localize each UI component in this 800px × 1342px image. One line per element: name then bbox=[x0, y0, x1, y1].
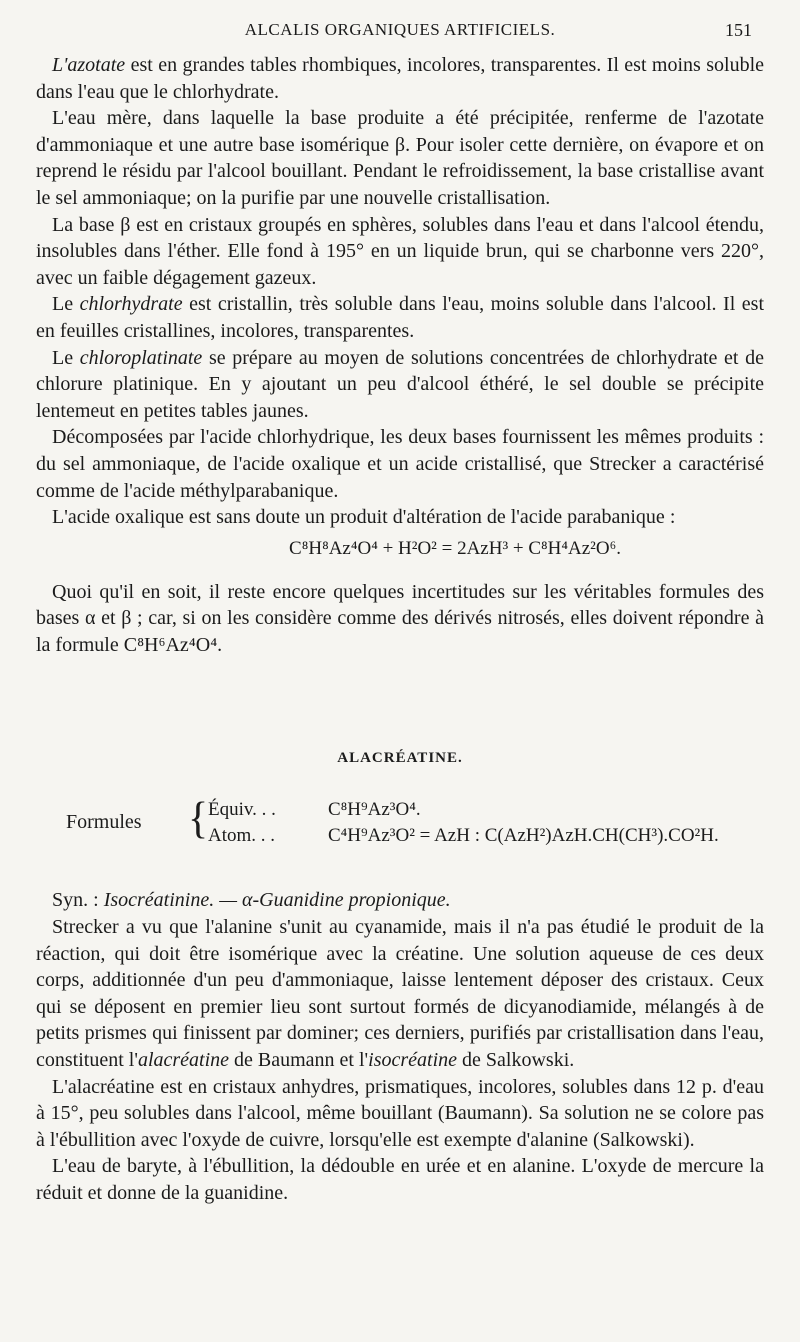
synonyms bbox=[36, 887, 764, 914]
paragraph-text: se prépare au moyen de solutions concentrées de chlorhydrate et de chlorure platinique. En y ajoutant un peu d'alcool éthéré, le sel double se précipite lentemeut en petites tables jaunes. bbox=[36, 346, 765, 422]
page-number: 151 bbox=[725, 20, 752, 40]
running-title: ALCALIS ORGANIQUES ARTIFICIELS. bbox=[244, 20, 556, 39]
formula-row-equiv bbox=[208, 799, 421, 821]
term-chlorhydrate: chlorhydrate bbox=[79, 293, 183, 316]
term-alacreatine: alacréatine bbox=[137, 1049, 230, 1072]
paragraph-text: de Baumann et l' bbox=[229, 1049, 369, 1072]
paragraph-properties: L'alacréatine est en cristaux anhydres, prismatiques, incolores, solubles dans 12 p. d'eau à 15°, peu solubles dans l'alcool, même bouillant (Baumann). Sa solution ne se colore pas à l'ébullition avec l'oxyde de cuivre, lorsqu'elle est exempte d'alanine (Salkowski). bbox=[36, 1075, 764, 1151]
term-azotate: L'azotate bbox=[52, 54, 126, 76]
paragraph-base-beta: La base β est en cristaux groupés en sphères, solubles dans l'eau et dans l'alcool étendu, insolubles dans l'éther. Elle fond à 195° en un liquide brun, qui se charbonne vers 220°, avec un faible dégagement gazeux. bbox=[36, 213, 764, 289]
paragraph-incertitudes: Quoi qu'il en soit, il reste encore quelques incertitudes sur les véritables formules des bases α et β ; car, si on les considère comme des dérivés nitrosés, elles doivent répondre à la formule C⁸H⁶Az⁴O⁴. bbox=[36, 580, 764, 656]
formulae-block bbox=[36, 791, 764, 857]
formula-label-equiv: Équiv. . . bbox=[208, 799, 276, 821]
paragraph-eau-mere: L'eau mère, dans laquelle la base produite a été précipitée, renferme de l'azotate d'ammoniaque et une autre base isomérique β. Pour isoler cette dernière, on évapore et on reprend le résidu par l'alcool bouillant. Pendant le refroidissement, la base cristallise avant le sel ammoniaque; on la purifie par une nouvelle cristallisation. bbox=[36, 107, 764, 209]
formulae-label: Formules bbox=[66, 811, 142, 834]
brace-glyph: { bbox=[188, 795, 209, 844]
chemical-equation: C⁸H⁸Az⁴O⁴ + H²O² = 2AzH³ + C⁸H⁴Az²O⁶. bbox=[289, 537, 621, 559]
paragraph-baryte: L'eau de baryte, à l'ébullition, la dédouble en urée et en alanine. L'oxyde de mercure la réduit et donne de la guanidine. bbox=[36, 1155, 764, 1204]
synonyms-terms: Isocréatinine. — α-Guanidine propionique. bbox=[103, 889, 451, 912]
formula-equiv: C⁸H⁹Az³O⁴. bbox=[328, 799, 421, 821]
formula-row-atom bbox=[208, 825, 719, 847]
paragraph-acide-oxalique: L'acide oxalique est sans doute un produit d'altération de l'acide parabanique : bbox=[52, 506, 676, 529]
paragraph-chloroplatinate bbox=[36, 345, 764, 425]
paragraph-text: Le bbox=[52, 346, 80, 369]
page-header bbox=[0, 18, 800, 48]
paragraph-text: est cristallin, très soluble dans l'eau, moins soluble dans l'alcool. Il est en feuilles cristallines, incolores, transparentes. bbox=[36, 293, 765, 342]
formula-atom: C⁴H⁹Az³O² = AzH : C(AzH²)AzH.CH(CH³).CO²H. bbox=[328, 825, 719, 847]
synonyms-label: Syn. : bbox=[52, 889, 104, 912]
paragraph-strecker bbox=[36, 914, 764, 1074]
term-isocreatine: isocréatine bbox=[368, 1049, 458, 1072]
paragraph-azotate bbox=[36, 52, 764, 105]
paragraph-text: est en grandes tables rhombiques, incolores, transparentes. Il est moins soluble dans l'eau que le chlorhydrate. bbox=[36, 54, 764, 103]
paragraph-decomposees: Décomposées par l'acide chlorhydrique, les deux bases fournissent les mêmes produits : du sel ammoniaque, de l'acide oxalique et un acide cristallisé, que Strecker a caractérisé comme de l'acide méthylparabanique. bbox=[36, 426, 764, 502]
term-chloroplatinate: chloroplatinate bbox=[79, 346, 203, 369]
paragraph-text: Strecker a vu que l'alanine s'unit au cyanamide, mais il n'a pas étudié le produit de la réaction, qui doit être isomérique avec la créatine. Une solution aqueuse de ces deux corps, additionnée d'un peu d'ammoniaque, laisse lentement déposer des cristaux. Ceux qui se déposent en premier lieu sont surtout formés de dicyanodiamide, mélangés à de petits prismes qui finissent par dominer; ces derniers, purifiés par cristallisation dans l'eau, constituent l' bbox=[36, 916, 764, 1072]
paragraph-text: de Salkowski. bbox=[457, 1049, 575, 1072]
page-body bbox=[36, 52, 764, 1207]
paragraph-text: Le bbox=[52, 293, 80, 316]
section-title: ALACRÉATINE. bbox=[337, 750, 463, 767]
formula-label-atom: Atom. . . bbox=[208, 825, 276, 847]
paragraph-chlorhydrate bbox=[36, 291, 764, 344]
